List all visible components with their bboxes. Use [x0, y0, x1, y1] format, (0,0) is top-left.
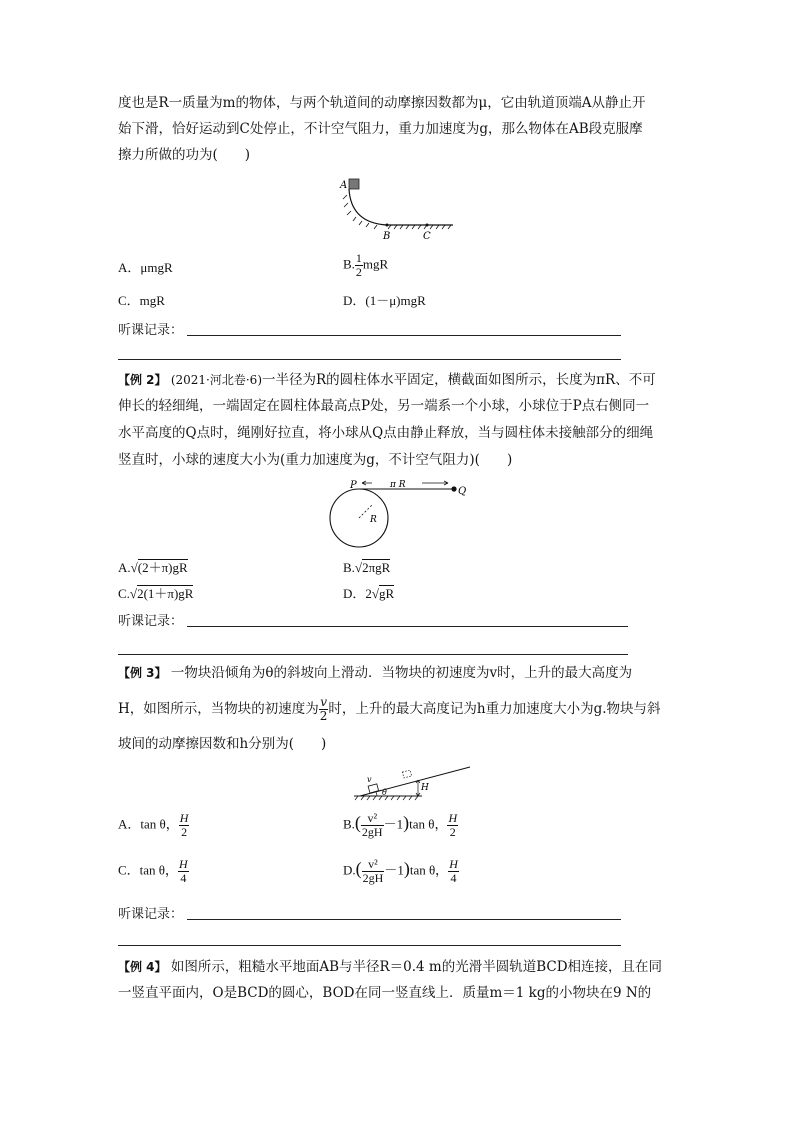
q1-option-a[interactable]: A．μmgR [118, 260, 173, 275]
label-v: v [367, 775, 372, 784]
label-b: B [383, 231, 391, 242]
section-divider [118, 654, 628, 655]
note-label: 听课记录： [118, 322, 184, 337]
q3-option-d[interactable]: D.( $\frac{\text{v²}}{2gH}$ －1)tan θ， $\frac{H}{4}$ [343, 857, 458, 885]
q3-option-c[interactable]: C．tan θ， $\frac{H}{4}$ [118, 857, 188, 885]
q2-option-c[interactable]: C.√2(1＋π)gR [118, 586, 194, 601]
note-line[interactable] [187, 626, 628, 627]
fraction: $\frac{H}{4}$ [449, 857, 458, 885]
label-theta: θ [382, 788, 387, 797]
q1-track-figure [335, 175, 465, 243]
sqrt-icon: √ [354, 560, 363, 575]
q1-option-d[interactable]: D．(1－μ)mgR [343, 293, 426, 308]
q1-option-b[interactable] [343, 252, 388, 279]
section-divider [118, 359, 621, 360]
q2-text-line-3: 水平高度的Q点时，绳刚好拉直，将小球从Q点由静止释放，当与圆柱体未接触部分的细绳 [118, 425, 654, 441]
q3-text-line-1: 【例 3】 一物块沿倾角为θ的斜坡向上滑动．当物块的初速度为v时，上升的最大高度为 [118, 665, 633, 681]
note-line[interactable] [187, 919, 621, 920]
note-line[interactable] [187, 335, 621, 336]
note-label: 听课记录： [118, 613, 184, 628]
label-p: P [350, 480, 357, 491]
q4-text-line-2: 一竖直平面内，O是BCD的圆心，BOD在同一竖直线上．质量m＝1 kg的小物块在9 N的 [118, 985, 652, 1001]
label-a: A [340, 180, 348, 191]
fraction: $\frac{1}{2}$ [355, 251, 362, 279]
section-divider [118, 945, 621, 946]
q2-option-a[interactable]: A.√(2＋π)gR [118, 560, 188, 575]
fraction: $\frac{\text{v²}}{2gH}$ [361, 811, 383, 839]
q1-option-b-suffix: mgR [362, 256, 389, 272]
q1-text-line-3: 擦力所做的功为( ) [118, 147, 251, 163]
fraction: $\frac{v}{2}$ [319, 695, 328, 723]
note-label: 听课记录： [118, 906, 184, 921]
label-h: H [421, 783, 429, 793]
sqrt-icon: √ [371, 586, 380, 601]
q4-label: 【例 4】 [118, 960, 167, 974]
q2-option-d[interactable]: D．2√gR [343, 586, 395, 601]
q2-text-line-1: 【例 2】 (2021·河北卷·6)一半径为R的圆柱体水平固定，横截面如图所示，长度为πR、不可 [118, 372, 656, 388]
q3-text-line-2: H，如图所示，当物块的初速度为 $\frac{v}{2}$ 时，上升的最大高度记为h重力加速度大小为g.物块与斜 [118, 695, 661, 723]
q3-option-b[interactable]: B.( $\frac{\text{v²}}{2gH}$ －1)tan θ， $\frac{H}{2}$ [343, 811, 458, 839]
q1-option-c[interactable]: C．mgR [118, 293, 165, 308]
label-radius: R [370, 515, 377, 525]
fraction: $\frac{H}{4}$ [179, 857, 188, 885]
q2-text-line-4: 竖直时，小球的速度大小为(重力加速度为g，不计空气阻力)( ) [118, 452, 513, 468]
q3-option-a[interactable]: A．tan θ， $\frac{H}{2}$ [118, 811, 189, 839]
q2-cylinder-figure [328, 478, 478, 553]
q1-text-line-2: 始下滑，恰好运动到C处停止，不计空气阻力，重力加速度为g，那么物体在AB段克服摩 [118, 121, 643, 137]
q3-slope-figure [352, 765, 474, 801]
sqrt-icon: √ [129, 586, 138, 601]
label-c: C [423, 231, 431, 242]
q2-text-line-2: 伸长的轻细绳，一端固定在圆柱体最高点P处，另一端系一个小球，小球位于P点右侧同一 [118, 398, 650, 414]
fraction: $\frac{\text{v²}}{2gH}$ [362, 857, 384, 885]
q4-text-line-1: 【例 4】 如图所示，粗糙水平地面AB与半径R＝0.4 m的光滑半圆轨道BCD相连接，且在同 [118, 959, 663, 975]
label-length: π R [390, 480, 406, 490]
q2-label: 【例 2】 [118, 373, 167, 387]
q1-option-b-prefix: B. [343, 256, 355, 272]
q3-text-line-3: 坡间的动摩擦因数和h分别为( ) [118, 736, 327, 752]
q2-source: (2021·河北卷·6) [170, 373, 262, 387]
q2-option-b[interactable]: B.√2πgR [343, 560, 391, 575]
fraction: $\frac{H}{2}$ [448, 811, 458, 839]
q1-text-line-1: 度也是R一质量为m的物体，与两个轨道间的动摩擦因数都为μ，它由轨道顶端A从静止开 [118, 95, 646, 111]
fraction: $\frac{H}{2}$ [179, 811, 189, 839]
label-q: Q [458, 486, 467, 497]
sqrt-icon: √ [130, 560, 138, 575]
q3-label: 【例 3】 [118, 666, 167, 680]
